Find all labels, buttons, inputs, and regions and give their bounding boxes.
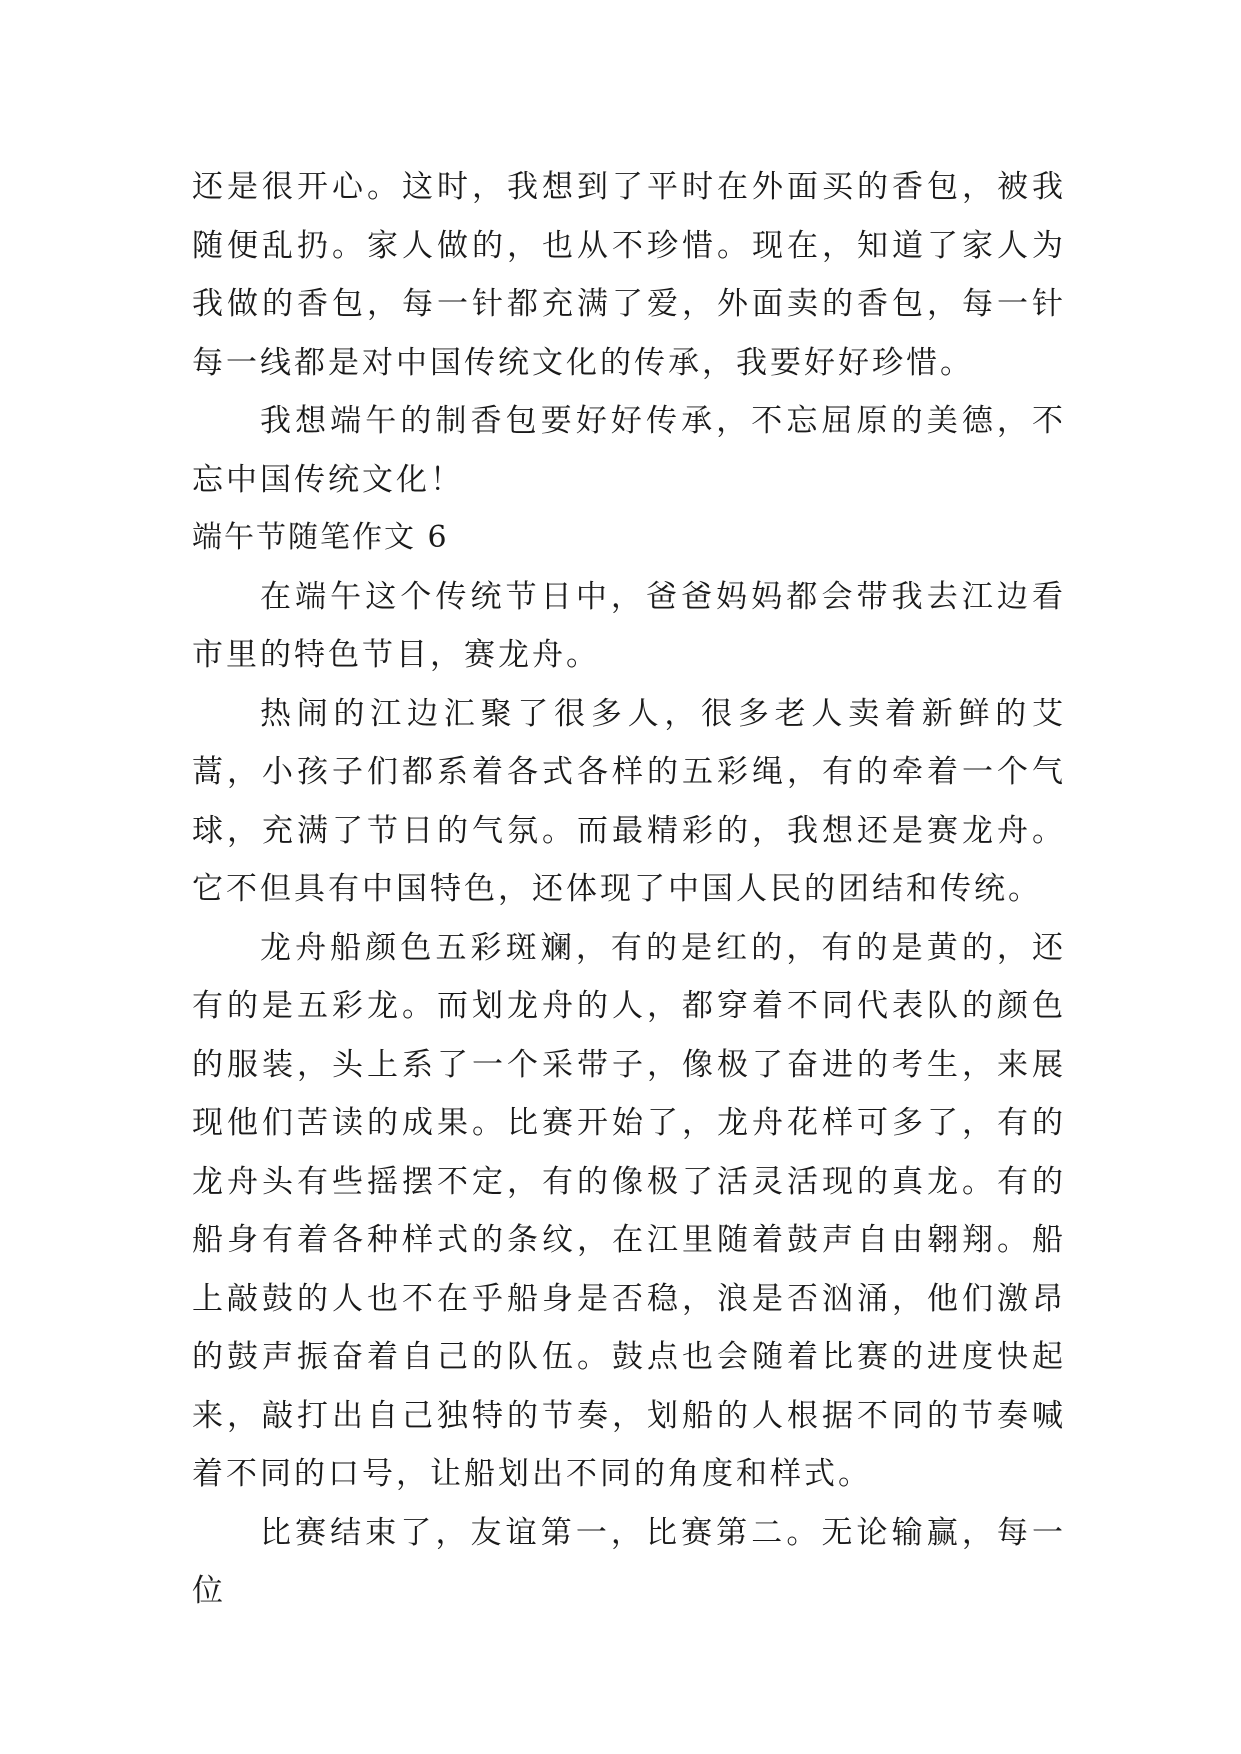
document-body [192,158,1066,1621]
paragraph-6: 比赛结束了，友谊第一，比赛第二。无论输赢，每一位 [192,1514,1066,1609]
paragraph-4: 热闹的江边汇聚了很多人，很多老人卖着新鲜的艾蒿，小孩子们都系着各式各样的五彩绳，有的牵着一个气球，充满了节日的气氛。而最精彩的，我想还是赛龙舟。它不但具有中国特色，还体现了中国人民的团结和传统。 [192,695,1066,907]
paragraph-5: 龙舟船颜色五彩斑斓，有的是红的，有的是黄的，还有的是五彩龙。而划龙舟的人，都穿着不同代表队的颜色的服装，头上系了一个采带子，像极了奋进的考生，来展现他们苦读的成果。比赛开始了，龙舟花样可多了，有的龙舟头有些摇摆不定，有的像极了活灵活现的真龙。有的船身有着各种样式的条纹，在江里随着鼓声自由翱翔。船上敲鼓的人也不在乎船身是否稳，浪是否汹涌，他们激昂的鼓声振奋着自己的队伍。鼓点也会随着比赛的进度快起来，敲打出自己独特的节奏，划船的人根据不同的节奏喊着不同的口号，让船划出不同的角度和样式。 [192,929,1066,1492]
paragraph-1: 还是很开心。这时，我想到了平时在外面买的香包，被我随便乱扔。家人做的，也从不珍惜。现在，知道了家人为我做的香包，每一针都充满了爱，外面卖的香包，每一针每一线都是对中国传统文化的传承，我要好好珍惜。 [192,169,1066,381]
section-heading: 端午节随笔作文 6 [192,520,449,555]
paragraph-2: 我想端午的制香包要好好传承，不忘屈原的美德，不忘中国传统文化！ [192,403,1066,498]
paragraph-3: 在端午这个传统节日中，爸爸妈妈都会带我去江边看市里的特色节目，赛龙舟。 [192,578,1066,673]
